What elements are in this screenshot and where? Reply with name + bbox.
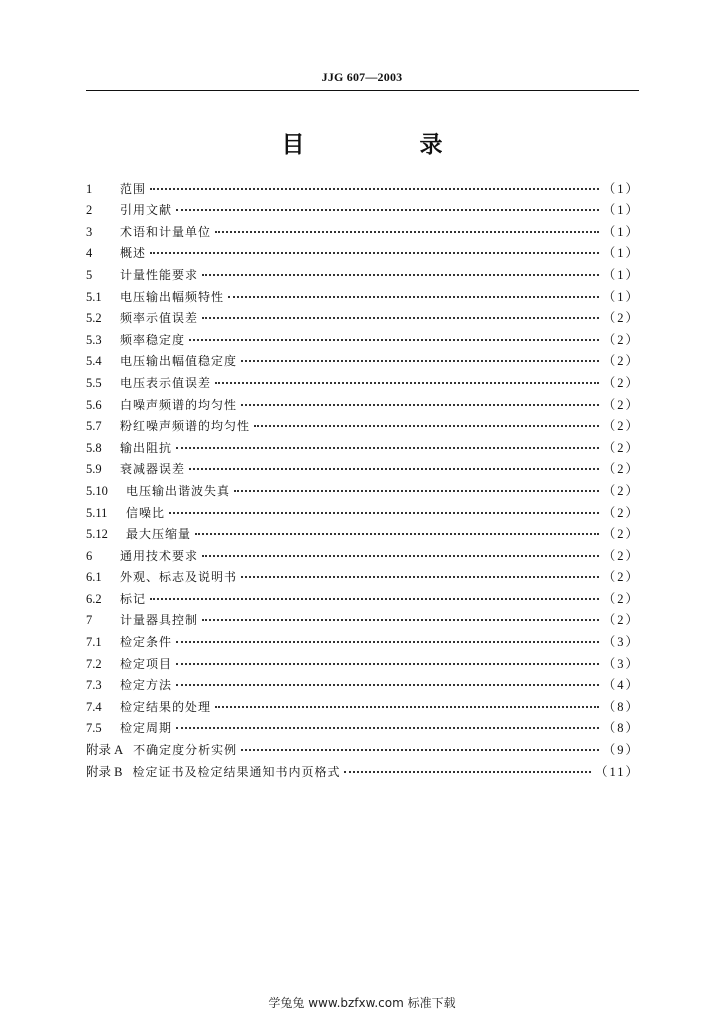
toc-entry-page: （3） [602, 656, 640, 671]
table-of-contents [86, 175, 640, 780]
toc-entry-page: （2） [602, 397, 640, 412]
toc-dot-leader [169, 512, 599, 514]
toc-entry-title: 范围 [120, 181, 147, 196]
toc-entry-page: （2） [602, 311, 640, 326]
toc-entry-page: （2） [602, 505, 640, 520]
toc-entry-page: （1） [602, 224, 640, 239]
toc-dot-leader [150, 598, 599, 600]
toc-entry-title: 电压表示值误差 [120, 375, 212, 390]
toc-entry[interactable] [86, 197, 640, 219]
toc-entry-page: （2） [602, 354, 640, 369]
toc-entry-title: 最大压缩量 [126, 527, 192, 542]
toc-dot-leader [150, 252, 599, 254]
toc-entry-number: 7.1 [86, 635, 102, 650]
toc-dot-leader [176, 641, 599, 643]
toc-dot-leader [241, 360, 599, 362]
toc-entry-title: 通用技术要求 [120, 548, 199, 563]
toc-entry[interactable] [86, 585, 640, 607]
toc-dot-leader [241, 576, 599, 578]
toc-entry[interactable] [86, 715, 640, 737]
toc-entry-number: 6.2 [86, 591, 102, 606]
toc-entry-title: 粉红噪声频谱的均匀性 [120, 419, 251, 434]
toc-dot-leader [254, 425, 599, 427]
toc-entry[interactable] [86, 736, 640, 758]
toc-dot-leader [202, 274, 599, 276]
toc-entry-page: （1） [602, 203, 640, 218]
toc-entry-title: 衰减器误差 [120, 462, 186, 477]
toc-entry[interactable] [86, 672, 640, 694]
toc-entry-number: 附录 B [86, 764, 123, 779]
toc-entry-number: 4 [86, 246, 93, 261]
footer-watermark: 学兔兔 www.bzfxw.com 标准下载 [268, 996, 456, 1010]
toc-entry-number: 附录 A [86, 743, 124, 758]
toc-entry-page: （8） [602, 721, 640, 736]
toc-dot-leader [202, 317, 599, 319]
toc-entry-title: 概述 [120, 246, 147, 261]
toc-entry[interactable] [86, 693, 640, 715]
toc-dot-leader [176, 684, 599, 686]
toc-entry[interactable] [86, 607, 640, 629]
toc-entry[interactable] [86, 564, 640, 586]
toc-entry-number: 5.12 [86, 527, 108, 542]
toc-entry-page: （2） [602, 462, 640, 477]
toc-entry[interactable] [86, 434, 640, 456]
toc-entry-page: （2） [602, 591, 640, 606]
toc-entry-page: （3） [602, 635, 640, 650]
toc-entry-page: （2） [602, 375, 640, 390]
toc-entry-number: 5.10 [86, 483, 108, 498]
toc-entry[interactable] [86, 175, 640, 197]
toc-entry-number: 7.5 [86, 721, 102, 736]
toc-entry[interactable] [86, 240, 640, 262]
toc-entry-page: （2） [602, 419, 640, 434]
toc-entry-title: 检定条件 [120, 635, 173, 650]
toc-dot-leader [176, 727, 599, 729]
toc-entry[interactable] [86, 521, 640, 543]
toc-entry-title: 频率示值误差 [120, 311, 199, 326]
toc-entry-page: （2） [602, 570, 640, 585]
toc-entry-number: 5.3 [86, 332, 102, 347]
toc-entry-title: 检定证书及检定结果通知书内页格式 [132, 764, 341, 779]
toc-entry-title: 输出阻抗 [120, 440, 173, 455]
toc-entry[interactable] [86, 542, 640, 564]
toc-entry[interactable] [86, 348, 640, 370]
toc-entry[interactable] [86, 326, 640, 348]
toc-entry-page: （11） [594, 764, 640, 779]
toc-entry-number: 7.4 [86, 699, 102, 714]
toc-entry[interactable] [86, 305, 640, 327]
toc-entry-number: 5.5 [86, 375, 102, 390]
toc-dot-leader [241, 404, 599, 406]
toc-entry-page: （2） [602, 332, 640, 347]
toc-entry-page: （2） [602, 483, 640, 498]
toc-entry-number: 5.6 [86, 397, 102, 412]
toc-entry-number: 5 [86, 267, 93, 282]
toc-entry-number: 6 [86, 548, 93, 563]
toc-entry-title: 频率稳定度 [120, 332, 186, 347]
toc-entry-number: 6.1 [86, 570, 102, 585]
toc-dot-leader [228, 296, 599, 298]
toc-entry-title: 检定结果的处理 [120, 699, 212, 714]
page-title: 目 录 [281, 132, 489, 158]
toc-entry-number: 5.4 [86, 354, 102, 369]
toc-entry-number: 2 [86, 203, 93, 218]
toc-entry-number: 5.2 [86, 311, 102, 326]
toc-entry-number: 5.9 [86, 462, 102, 477]
toc-dot-leader [202, 555, 599, 557]
toc-entry-page: （1） [602, 289, 640, 304]
standard-code: JJG 607—2003 [321, 70, 403, 84]
toc-entry-number: 5.8 [86, 440, 102, 455]
toc-entry-number: 7.2 [86, 656, 102, 671]
toc-entry-number: 5.11 [86, 505, 108, 520]
toc-entry-number: 5.7 [86, 419, 102, 434]
toc-dot-leader [195, 533, 599, 535]
toc-entry[interactable] [86, 369, 640, 391]
toc-entry[interactable] [86, 628, 640, 650]
toc-entry-title: 术语和计量单位 [120, 224, 212, 239]
toc-entry-number: 1 [86, 181, 93, 196]
toc-dot-leader [215, 382, 599, 384]
toc-entry-page: （4） [602, 678, 640, 693]
toc-entry-page: （9） [602, 743, 640, 758]
toc-dot-leader [176, 447, 599, 449]
toc-entry-title: 电压输出幅值稳定度 [120, 354, 238, 369]
toc-dot-leader [215, 706, 599, 708]
toc-dot-leader [189, 468, 599, 470]
toc-entry-title: 电压输出谐波失真 [126, 483, 231, 498]
toc-dot-leader [241, 749, 599, 751]
toc-entry-page: （1） [602, 267, 640, 282]
toc-entry[interactable] [86, 456, 640, 478]
toc-entry-number: 5.1 [86, 289, 102, 304]
toc-entry-title: 检定方法 [120, 678, 173, 693]
toc-dot-leader [344, 771, 590, 773]
toc-entry-title: 计量性能要求 [120, 267, 199, 282]
toc-entry[interactable] [86, 283, 640, 305]
toc-entry-title: 标记 [120, 591, 147, 606]
toc-entry-title: 检定周期 [120, 721, 173, 736]
toc-entry[interactable] [86, 499, 640, 521]
toc-entry-page: （2） [602, 613, 640, 628]
toc-entry-number: 7 [86, 613, 93, 628]
toc-entry[interactable] [86, 758, 640, 780]
toc-entry-title: 引用文献 [120, 203, 173, 218]
toc-entry-page: （2） [602, 527, 640, 542]
toc-entry-number: 7.3 [86, 678, 102, 693]
toc-dot-leader [202, 619, 599, 621]
toc-entry[interactable] [86, 650, 640, 672]
toc-entry-title: 电压输出幅频特性 [120, 289, 225, 304]
toc-entry-page: （1） [602, 246, 640, 261]
toc-entry[interactable] [86, 391, 640, 413]
toc-entry-title: 不确定度分析实例 [133, 743, 238, 758]
toc-entry-page: （2） [602, 548, 640, 563]
toc-dot-leader [176, 663, 599, 665]
toc-entry-page: （2） [602, 440, 640, 455]
toc-entry[interactable] [86, 218, 640, 240]
toc-entry[interactable] [86, 477, 640, 499]
toc-entry-page: （8） [602, 699, 640, 714]
toc-dot-leader [215, 231, 599, 233]
toc-dot-leader [189, 339, 599, 341]
toc-entry[interactable] [86, 261, 640, 283]
toc-entry[interactable] [86, 413, 640, 435]
toc-dot-leader [150, 188, 599, 190]
toc-entry-title: 外观、标志及说明书 [120, 570, 238, 585]
toc-entry-title: 计量器具控制 [120, 613, 199, 628]
toc-entry-number: 3 [86, 224, 93, 239]
toc-dot-leader [234, 490, 599, 492]
toc-entry-page: （1） [602, 181, 640, 196]
toc-entry-title: 检定项目 [120, 656, 173, 671]
toc-entry-title: 信噪比 [126, 505, 166, 520]
toc-dot-leader [176, 209, 599, 211]
header-rule [86, 90, 639, 91]
toc-entry-title: 白噪声频谱的均匀性 [120, 397, 238, 412]
